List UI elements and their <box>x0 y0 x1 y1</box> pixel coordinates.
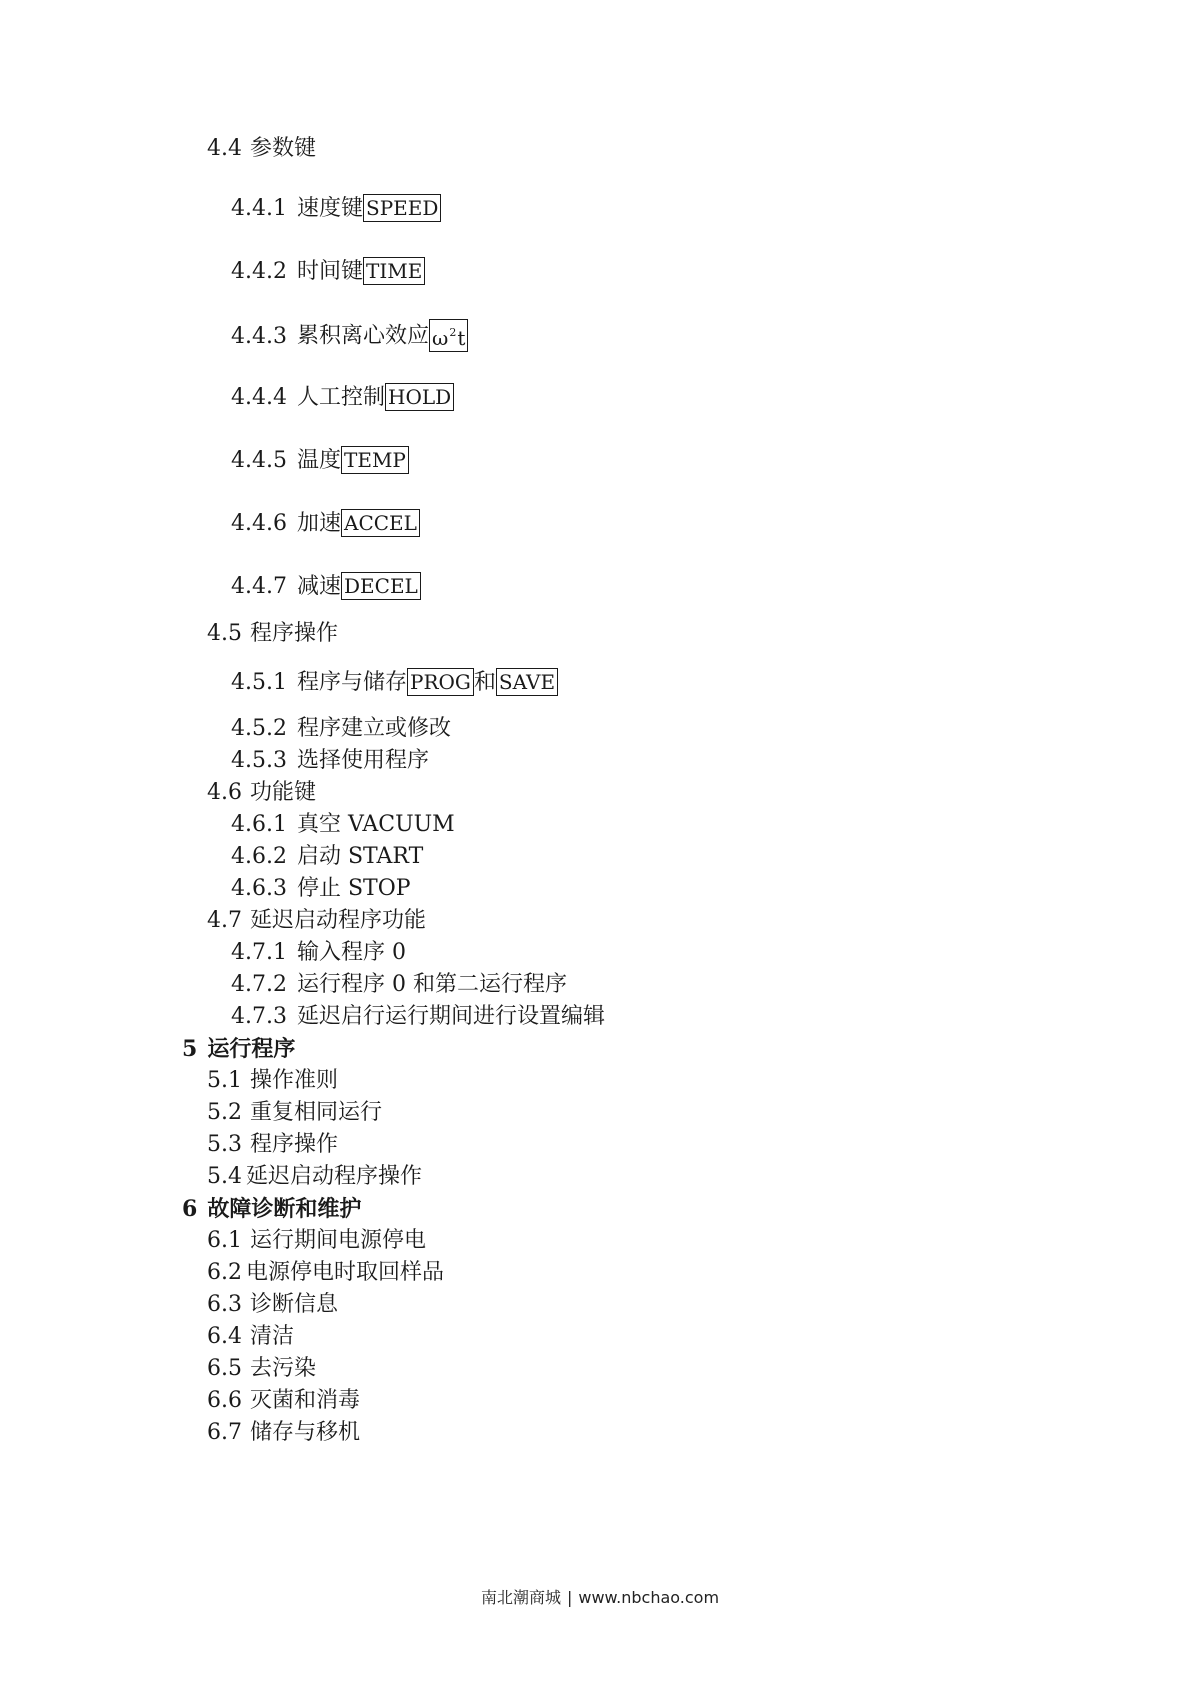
section-title: 延迟启动程序操作 <box>246 1164 423 1189</box>
section-title: 程序与储存 <box>296 670 407 695</box>
section-title: 程序建立或修改 <box>296 716 451 741</box>
section-title: 输入程序 0 <box>296 940 406 965</box>
section-number: 6.6 <box>207 1388 242 1413</box>
section-number: 6.1 <box>207 1228 242 1253</box>
section-number: 4.6.3 <box>231 876 287 901</box>
section-number: 4.4.2 <box>231 259 287 284</box>
section-number: 4.4.5 <box>231 448 287 473</box>
section-title: 时间键 <box>296 259 363 284</box>
section-title: 操作准则 <box>250 1068 339 1093</box>
footer-brand: 南北潮商城 <box>480 1588 561 1607</box>
toc-entry-4-4-7 <box>231 572 421 602</box>
section-title: 程序操作 <box>250 1132 339 1157</box>
section-number: 4.4.7 <box>231 574 287 599</box>
section-number: 4.5.3 <box>231 748 287 773</box>
key-label-speed: SPEED <box>363 194 441 222</box>
toc-entry-5-3 <box>207 1130 338 1160</box>
section-title: 运行程序 <box>207 1036 296 1062</box>
toc-entry-4-6 <box>207 778 316 808</box>
toc-entry-6-2 <box>207 1258 444 1288</box>
section-number: 6.2 <box>207 1260 242 1285</box>
key-label-temp: TEMP <box>341 446 409 474</box>
section-number: 5.4 <box>207 1164 242 1189</box>
conjunction: 和 <box>473 670 496 695</box>
toc-entry-4-7-3 <box>231 1002 605 1032</box>
section-number: 4.5.2 <box>231 716 287 741</box>
section-title: 清洁 <box>250 1324 295 1349</box>
toc-entry-4-5-1 <box>231 668 558 698</box>
section-title: 功能键 <box>250 780 317 805</box>
section-number: 6.5 <box>207 1356 242 1381</box>
section-title: 灭菌和消毒 <box>250 1388 361 1413</box>
toc-entry-4-4-5 <box>231 446 409 476</box>
section-number: 4.4 <box>207 136 242 161</box>
toc-entry-5-1 <box>207 1066 338 1096</box>
toc-entry-4-4-2 <box>231 257 425 287</box>
section-number: 4.6 <box>207 780 242 805</box>
toc-entry-4-5 <box>207 619 338 649</box>
section-title: 延迟启行运行期间进行设置编辑 <box>296 1004 605 1029</box>
section-title: 储存与移机 <box>250 1420 361 1445</box>
key-label-omega-squared-t <box>429 319 468 352</box>
section-title: 启动 START <box>296 844 424 869</box>
section-title: 参数键 <box>250 136 317 161</box>
key-superscript: 2 <box>449 326 457 339</box>
section-title: 停止 STOP <box>296 876 411 901</box>
page-footer <box>0 1585 1200 1608</box>
section-title: 累积离心效应 <box>296 323 429 349</box>
toc-entry-5 <box>182 1034 295 1064</box>
footer-separator: | <box>566 1588 573 1607</box>
section-title: 程序操作 <box>250 621 339 646</box>
section-title: 选择使用程序 <box>296 748 429 773</box>
section-title: 重复相同运行 <box>250 1100 383 1125</box>
section-number: 6.7 <box>207 1420 242 1445</box>
footer-url: www.nbchao.com <box>578 1588 720 1607</box>
section-number: 4.6.1 <box>231 812 287 837</box>
section-number: 4.4.1 <box>231 196 287 221</box>
section-title: 去污染 <box>250 1356 317 1381</box>
toc-entry-4-4 <box>207 134 316 164</box>
section-title: 延迟启动程序功能 <box>250 908 427 933</box>
section-title: 人工控制 <box>296 385 385 410</box>
section-title: 电源停电时取回样品 <box>246 1260 445 1285</box>
toc-entry-4-6-1 <box>231 810 455 840</box>
toc-entry-4-6-2 <box>231 842 423 872</box>
section-number: 6.3 <box>207 1292 242 1317</box>
section-title: 温度 <box>296 448 341 473</box>
section-title: 故障诊断和维护 <box>207 1196 362 1222</box>
section-number: 5.1 <box>207 1068 242 1093</box>
toc-entry-5-2 <box>207 1098 382 1128</box>
toc-entry-6-6 <box>207 1386 360 1416</box>
key-label-hold: HOLD <box>385 383 454 411</box>
section-number: 5.2 <box>207 1100 242 1125</box>
key-t: t <box>457 326 466 350</box>
toc-entry-5-4 <box>207 1162 422 1192</box>
toc-entry-4-4-6 <box>231 509 420 539</box>
key-label-accel: ACCEL <box>341 509 420 537</box>
section-number: 5 <box>182 1036 198 1062</box>
toc-entry-4-4-1 <box>231 194 441 224</box>
toc-entry-4-6-3 <box>231 874 411 904</box>
key-label-decel: DECEL <box>341 572 421 600</box>
section-number: 6.4 <box>207 1324 242 1349</box>
section-title: 真空 VACUUM <box>296 812 455 837</box>
toc-entry-4-5-3 <box>231 746 429 776</box>
key-label-prog: PROG <box>407 668 474 696</box>
section-title: 运行程序 0 和第二运行程序 <box>296 972 567 997</box>
section-title: 减速 <box>296 574 341 599</box>
toc-entry-6-1 <box>207 1226 426 1256</box>
section-number: 4.7.2 <box>231 972 287 997</box>
key-label-save: SAVE <box>496 668 558 696</box>
toc-entry-4-7 <box>207 906 426 936</box>
section-number: 4.7.3 <box>231 1004 287 1029</box>
section-number: 4.5.1 <box>231 670 287 695</box>
toc-entry-6-5 <box>207 1354 316 1384</box>
section-number: 5.3 <box>207 1132 242 1157</box>
toc-entry-4-4-3 <box>231 320 468 353</box>
toc-entry-6-4 <box>207 1322 294 1352</box>
section-number: 4.7.1 <box>231 940 287 965</box>
section-number: 4.5 <box>207 621 242 646</box>
key-omega: ω <box>432 326 449 350</box>
key-label-time: TIME <box>363 257 425 285</box>
section-title: 运行期间电源停电 <box>250 1228 427 1253</box>
toc-entry-4-4-4 <box>231 383 454 413</box>
toc-entry-6-7 <box>207 1418 360 1448</box>
section-number: 4.4.6 <box>231 511 287 536</box>
section-title: 诊断信息 <box>250 1292 339 1317</box>
section-title: 加速 <box>296 511 341 536</box>
section-number: 4.6.2 <box>231 844 287 869</box>
section-number: 4.4.3 <box>231 323 287 349</box>
toc-entry-6 <box>182 1194 361 1224</box>
toc-entry-4-5-2 <box>231 714 451 744</box>
section-number: 4.4.4 <box>231 385 287 410</box>
section-title: 速度键 <box>296 196 363 221</box>
section-number: 6 <box>182 1196 198 1222</box>
toc-entry-4-7-1 <box>231 938 406 968</box>
toc-entry-4-7-2 <box>231 970 567 1000</box>
toc-entry-6-3 <box>207 1290 338 1320</box>
section-number: 4.7 <box>207 908 242 933</box>
